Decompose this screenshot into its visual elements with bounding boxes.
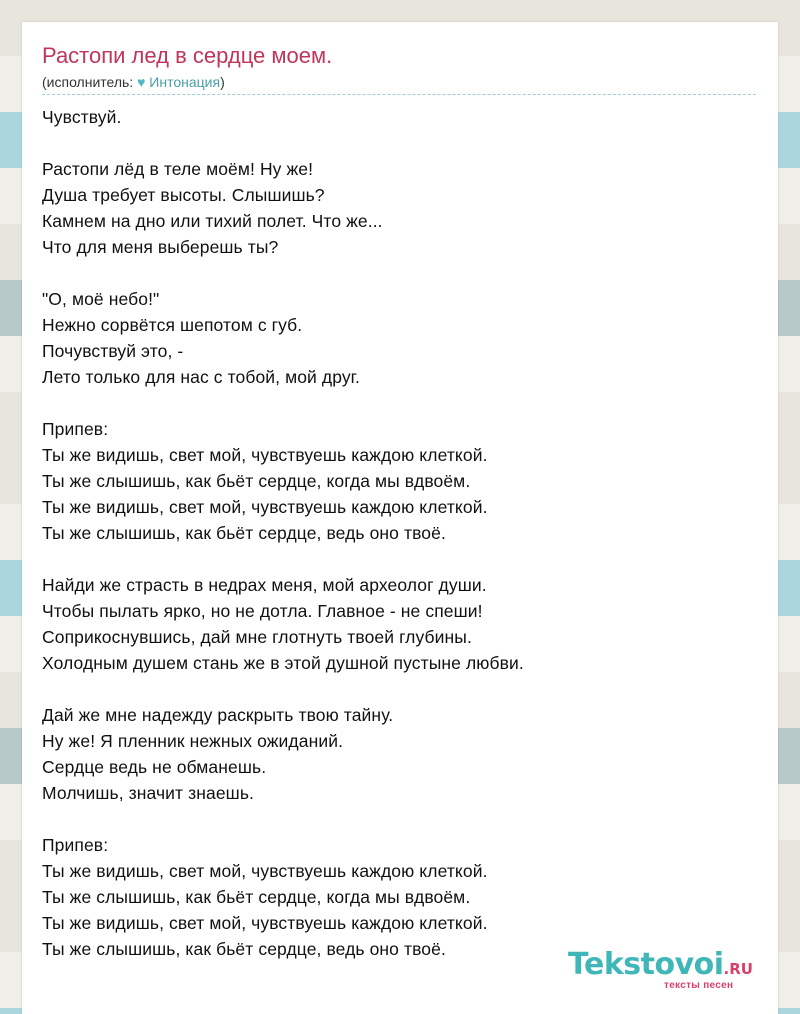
lyrics-line: Душа требует высоты. Слышишь?	[42, 185, 325, 205]
lyrics-line: Ты же слышишь, как бьёт сердце, когда мы вдвоём.	[42, 887, 471, 907]
logo-tagline: тексты песен	[664, 980, 734, 991]
lyrics-blank-line	[42, 676, 762, 702]
lyrics-line: Сердце ведь не обманешь.	[42, 757, 267, 777]
lyrics-line: Лето только для нас с тобой, мой друг.	[42, 367, 360, 387]
lyrics-blank-line	[42, 806, 762, 832]
lyrics-blank-line	[42, 546, 762, 572]
lyrics-line: Дай же мне надежду раскрыть твою тайну.	[42, 705, 394, 725]
lyrics-text	[42, 104, 762, 962]
lyrics-line: Ты же слышишь, как бьёт сердце, когда мы вдвоём.	[42, 471, 471, 491]
lyrics-line: Припев:	[42, 835, 109, 855]
song-title[interactable]: Растопи лед в сердце моем.	[42, 43, 333, 68]
lyrics-line: Что для меня выберешь ты?	[42, 237, 279, 257]
lyrics-blank-line	[42, 260, 762, 286]
lyrics-line: Камнем на дно или тихий полет. Что же...	[42, 211, 383, 231]
lyrics-line: Чувствуй.	[42, 107, 122, 127]
lyrics-line: Нежно сорвётся шепотом с губ.	[42, 315, 303, 335]
lyrics-card	[22, 22, 778, 1014]
lyrics-line: Ну же! Я пленник нежных ожиданий.	[42, 731, 344, 751]
lyrics-line: Ты же видишь, свет мой, чувствуешь каждою клеткой.	[42, 497, 488, 517]
lyrics-line: Ты же видишь, свет мой, чувствуешь каждою клеткой.	[42, 861, 488, 881]
lyrics-line: Ты же слышишь, как бьёт сердце, ведь оно твоё.	[42, 523, 446, 543]
logo-tld-text: .RU	[723, 960, 753, 978]
performer-link[interactable]: Интонация	[149, 74, 221, 90]
lyrics-line: Найди же страсть в недрах меня, мой археолог души.	[42, 575, 487, 595]
site-logo[interactable]	[568, 947, 753, 991]
lyrics-line: Молчишь, значит знаешь.	[42, 783, 255, 803]
title-divider	[42, 94, 756, 95]
performer-prefix: (исполнитель:	[42, 74, 138, 90]
lyrics-blank-line	[42, 130, 762, 156]
logo-main-text: Tekstovoi	[568, 947, 724, 982]
lyrics-line: "О, моё небо!"	[42, 289, 160, 309]
performer-suffix: )	[220, 74, 225, 90]
lyrics-line: Холодным душем стань же в этой душной пустыне любви.	[42, 653, 524, 673]
lyrics-line: Чтобы пылать ярко, но не дотла. Главное - не спеши!	[42, 601, 483, 621]
performer-line	[42, 73, 225, 91]
lyrics-line: Соприкоснувшись, дай мне глотнуть твоей глубины.	[42, 627, 472, 647]
lyrics-line: Ты же слышишь, как бьёт сердце, ведь оно твоё.	[42, 939, 446, 959]
lyrics-line: Растопи лёд в теле моём! Ну же!	[42, 159, 314, 179]
lyrics-line: Ты же видишь, свет мой, чувствуешь каждою клеткой.	[42, 913, 488, 933]
lyrics-line: Припев:	[42, 419, 109, 439]
lyrics-line: Ты же видишь, свет мой, чувствуешь каждою клеткой.	[42, 445, 488, 465]
lyrics-line: Почувствуй это, -	[42, 341, 184, 361]
heart-icon: ♥	[137, 74, 146, 90]
lyrics-blank-line	[42, 390, 762, 416]
